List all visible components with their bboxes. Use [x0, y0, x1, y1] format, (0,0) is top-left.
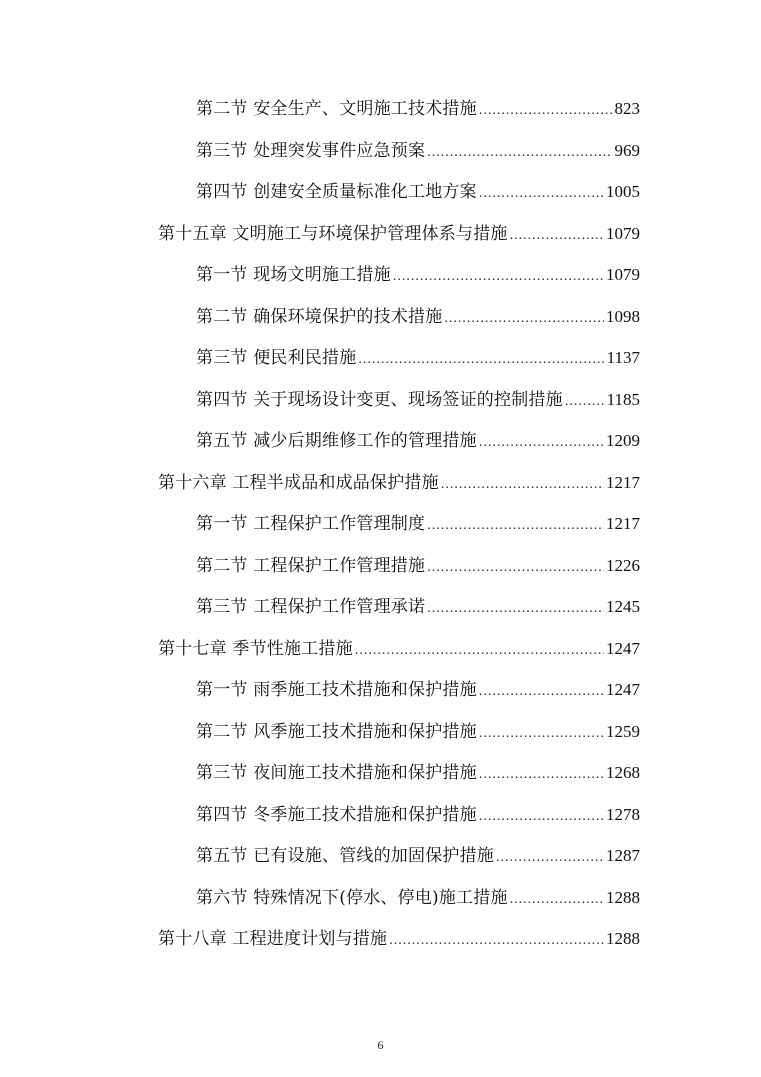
toc-entry-title: 第六节 特殊情况下(停水、停电)施工措施: [196, 888, 508, 908]
toc-entry-title: 第二节 安全生产、文明施工技术措施: [196, 99, 477, 119]
toc-entry-page: 1209: [606, 431, 640, 450]
toc-entry-page: 1217: [606, 473, 640, 492]
toc-entry[interactable]: [196, 675, 640, 705]
toc-entry-page: 1259: [606, 722, 640, 741]
toc-entry-page: 1268: [606, 763, 640, 782]
toc-chapter-entry[interactable]: [158, 634, 640, 664]
toc-entry-title: 第四节 创建安全质量标准化工地方案: [196, 182, 477, 202]
toc-dot-leader: [393, 262, 604, 292]
toc-dot-leader: [479, 719, 604, 749]
toc-entry[interactable]: [196, 260, 640, 290]
toc-dot-leader: [479, 760, 604, 790]
page-number: 6: [377, 1038, 384, 1052]
toc-entry-title: 第四节 关于现场设计变更、现场签证的控制措施: [196, 390, 563, 410]
toc-dot-leader: [496, 843, 604, 873]
toc-dot-leader: [479, 179, 604, 209]
toc-entry-title: 第三节 工程保护工作管理承诺: [196, 597, 426, 617]
toc-entry-title: 第一节 工程保护工作管理制度: [196, 514, 426, 534]
toc-dot-leader: [441, 470, 604, 500]
toc-entry-title: 第一节 雨季施工技术措施和保护措施: [196, 680, 477, 700]
toc-entry-page: 1278: [606, 805, 640, 824]
toc-dot-leader: [479, 677, 604, 707]
toc-entry-title: 第十七章 季节性施工措施: [158, 639, 353, 659]
toc-entry[interactable]: [196, 177, 640, 207]
toc-dot-leader: [479, 96, 613, 126]
toc-entry-title: 第三节 处理突发事件应急预案: [196, 141, 426, 161]
toc-entry[interactable]: [196, 800, 640, 830]
toc-entry[interactable]: [196, 385, 640, 415]
toc-entry-title: 第三节 夜间施工技术措施和保护措施: [196, 763, 477, 783]
toc-entry[interactable]: [196, 883, 640, 913]
toc-chapter-entry[interactable]: [158, 468, 640, 498]
toc-dot-leader: [358, 345, 604, 375]
toc-entry-page: 1079: [606, 265, 640, 284]
toc-dot-leader: [355, 636, 604, 666]
toc-entry-page: 1247: [606, 680, 640, 699]
toc-dot-leader: [510, 221, 604, 251]
toc-entry-page: 1079: [606, 224, 640, 243]
toc-entry-page: 1288: [606, 888, 640, 907]
toc-entry-page: 1098: [606, 307, 640, 326]
toc-entry[interactable]: [196, 94, 640, 124]
toc-entry-title: 第二节 确保环境保护的技术措施: [196, 307, 443, 327]
toc-dot-leader: [479, 802, 604, 832]
toc-dot-leader: [389, 926, 604, 956]
toc-entry-page: 1288: [606, 929, 640, 948]
toc-entry-title: 第五节 减少后期维修工作的管理措施: [196, 431, 477, 451]
toc-entry-title: 第一节 现场文明施工措施: [196, 265, 391, 285]
toc-entry-title: 第十八章 工程进度计划与措施: [158, 929, 388, 949]
toc-entry-title: 第三节 便民利民措施: [196, 348, 357, 368]
toc-entry-page: 1217: [606, 514, 640, 533]
toc-chapter-entry[interactable]: [158, 219, 640, 249]
toc-dot-leader: [427, 511, 604, 541]
toc-entry[interactable]: [196, 717, 640, 747]
toc-entry[interactable]: [196, 509, 640, 539]
toc-entry[interactable]: [196, 302, 640, 332]
toc-entry-title: 第四节 冬季施工技术措施和保护措施: [196, 805, 477, 825]
toc-entry[interactable]: [196, 758, 640, 788]
toc-dot-leader: [427, 138, 612, 168]
toc-entry-page: 1137: [606, 348, 640, 367]
toc-entry-page: 1185: [606, 390, 640, 409]
toc-entry-page: 1287: [606, 846, 640, 865]
toc-entry[interactable]: [196, 136, 640, 166]
toc-entry[interactable]: [196, 841, 640, 871]
toc-entry-page: 823: [614, 99, 640, 118]
toc-entry-title: 第五节 已有设施、管线的加固保护措施: [196, 846, 495, 866]
toc-entry[interactable]: [196, 426, 640, 456]
toc-entry[interactable]: [196, 551, 640, 581]
toc-entry-page: 1226: [606, 556, 640, 575]
toc-entry-page: 1005: [606, 182, 640, 201]
toc-entry[interactable]: [196, 592, 640, 622]
toc-dot-leader: [565, 387, 605, 417]
toc-entry-page: 969: [614, 141, 640, 160]
toc-dot-leader: [479, 428, 604, 458]
toc-dot-leader: [510, 885, 604, 915]
toc-dot-leader: [427, 553, 604, 583]
toc-entry-title: 第二节 风季施工技术措施和保护措施: [196, 722, 477, 742]
toc-entry-title: 第十五章 文明施工与环境保护管理体系与措施: [158, 224, 508, 244]
toc-entry-page: 1247: [606, 639, 640, 658]
toc-entry-title: 第二节 工程保护工作管理措施: [196, 556, 426, 576]
toc-chapter-entry[interactable]: [158, 924, 640, 954]
toc-entry-title: 第十六章 工程半成品和成品保护措施: [158, 473, 439, 493]
toc-dot-leader: [444, 304, 604, 334]
toc-entry-page: 1245: [606, 597, 640, 616]
toc-entry[interactable]: [196, 343, 640, 373]
toc-dot-leader: [427, 594, 604, 624]
